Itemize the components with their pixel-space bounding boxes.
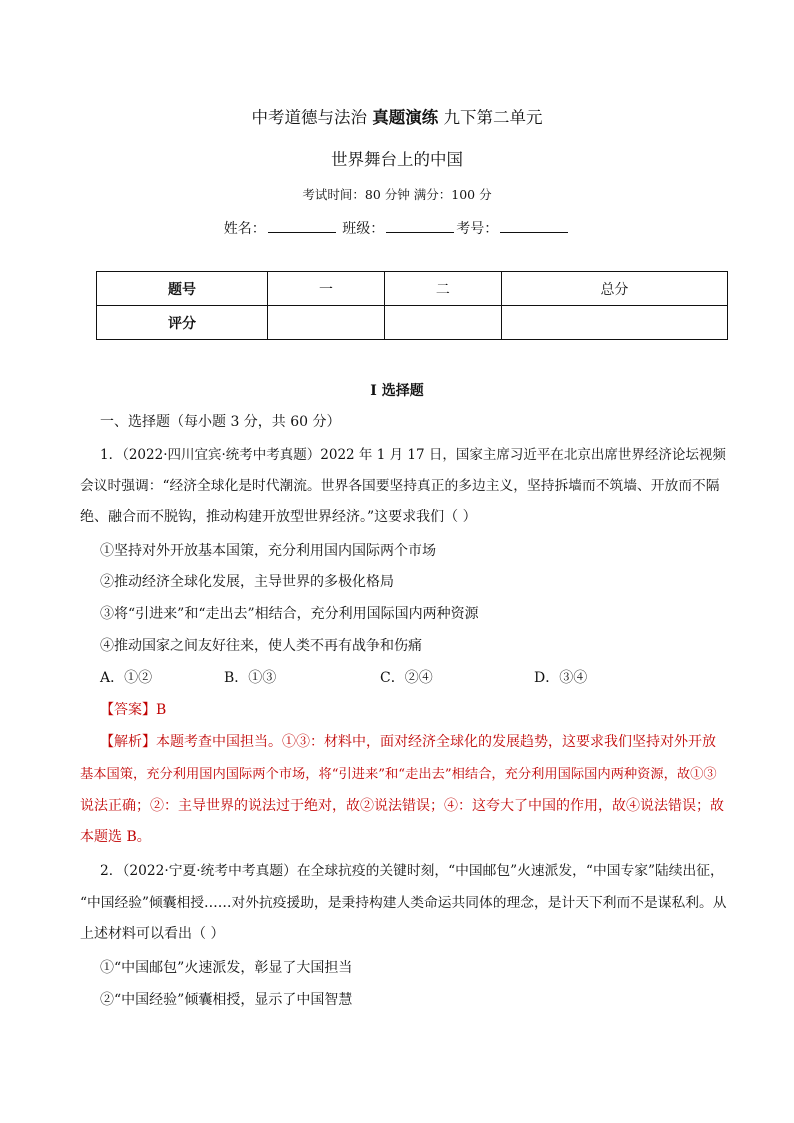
student-info bbox=[0, 218, 794, 238]
q2-stem-line: 2．（2022·宁夏·统考中考真题）在全球抗疫的关键时刻，“中国邮包”火速派发，“中国专家”陆续出征， bbox=[100, 863, 724, 879]
q1-stem-line: 1．（2022·四川宜宾·统考中考真题）2022 年 1 月 17 日，国家主席习近平在北京出席世界经济论坛视频 bbox=[100, 447, 726, 463]
exam-no-blank[interactable] bbox=[500, 218, 568, 233]
score-table-score-row bbox=[97, 306, 728, 340]
score-cell[interactable] bbox=[501, 306, 727, 340]
score-cell[interactable] bbox=[384, 306, 501, 340]
score-header-cell: 二 bbox=[384, 272, 501, 306]
score-table-header-row bbox=[97, 272, 728, 306]
q1-item: ③将“引进来”和“走出去”相结合，充分利用国际国内两种资源 bbox=[100, 606, 479, 622]
q1-option-c[interactable]: C．②④ bbox=[380, 670, 433, 686]
q1-option-a[interactable]: A．①② bbox=[100, 670, 153, 686]
class-label: 班级： bbox=[342, 221, 385, 237]
q1-item: ④推动国家之间友好往来，使人类不再有战争和伤痛 bbox=[100, 638, 422, 654]
q1-stem-line: 绝、融合而不脱钩，推动构建开放型世界经济。”这要求我们（ ） bbox=[80, 509, 477, 525]
q1-analysis-line: 【解析】本题考查中国担当。①③：材料中，面对经济全球化的发展趋势，这要求我们坚持对外开放 bbox=[100, 734, 716, 750]
q2-item: ①“中国邮包”火速派发，彰显了大国担当 bbox=[100, 960, 353, 976]
name-label: 姓名： bbox=[223, 221, 266, 237]
score-header-cell: 题号 bbox=[97, 272, 268, 306]
score-header-cell: 总分 bbox=[501, 272, 727, 306]
q2-stem-line: 上述材料可以看出（ ） bbox=[80, 926, 225, 942]
q1-option-d[interactable]: D．③④ bbox=[534, 670, 588, 686]
section-description: 一、选择题（每小题 3 分，共 60 分） bbox=[100, 414, 341, 430]
exam-title: 中考道德与法治 真题演练 九下第二单元 bbox=[251, 108, 543, 127]
score-table bbox=[96, 271, 728, 340]
title-bold: 真题演练 bbox=[372, 108, 439, 127]
q2-item: ②“中国经验”倾囊相授，显示了中国智慧 bbox=[100, 992, 353, 1008]
q1-item: ②推动经济全球化发展，主导世界的多极化格局 bbox=[100, 574, 394, 590]
q1-analysis-line: 基本国策，充分利用国内国际两个市场，将“引进来”和“走出去”相结合，充分利用国际国内两种资源，故①③ bbox=[80, 767, 717, 782]
answer-value: B bbox=[156, 702, 167, 718]
section-title: I 选择题 bbox=[370, 383, 424, 399]
score-header-cell: 一 bbox=[268, 272, 385, 306]
exam-no-label: 考号： bbox=[456, 221, 499, 237]
exam-subtitle: 世界舞台上的中国 bbox=[331, 150, 463, 169]
q1-analysis-line: 说法正确；②：主导世界的说法过于绝对，故②说法错误；④：这夸大了中国的作用，故④说法错误；故 bbox=[80, 798, 724, 814]
analysis-tag: 【解析】 bbox=[100, 734, 156, 750]
q1-answer bbox=[100, 699, 166, 719]
class-blank[interactable] bbox=[386, 218, 454, 233]
score-row-label: 评分 bbox=[97, 306, 268, 340]
name-blank[interactable] bbox=[268, 218, 336, 233]
q1-item: ①坚持对外开放基本国策，充分利用国内国际两个市场 bbox=[100, 543, 436, 559]
q1-analysis-line: 本题选 B。 bbox=[80, 829, 151, 845]
exam-meta: 考试时间：80 分钟 满分：100 分 bbox=[302, 187, 492, 202]
score-cell[interactable] bbox=[268, 306, 385, 340]
q2-stem-line: “中国经验”倾囊相授……对外抗疫援助，是秉持构建人类命运共同体的理念，是计天下利而不是谋私利。从 bbox=[80, 895, 727, 911]
answer-tag: 【答案】 bbox=[100, 702, 156, 718]
q1-stem-line: 会议时强调：“经济全球化是时代潮流。世界各国要坚持真正的多边主义，坚持拆墙而不筑墙、开放而不隔 bbox=[80, 478, 720, 494]
q1-option-b[interactable]: B．①③ bbox=[224, 670, 277, 686]
